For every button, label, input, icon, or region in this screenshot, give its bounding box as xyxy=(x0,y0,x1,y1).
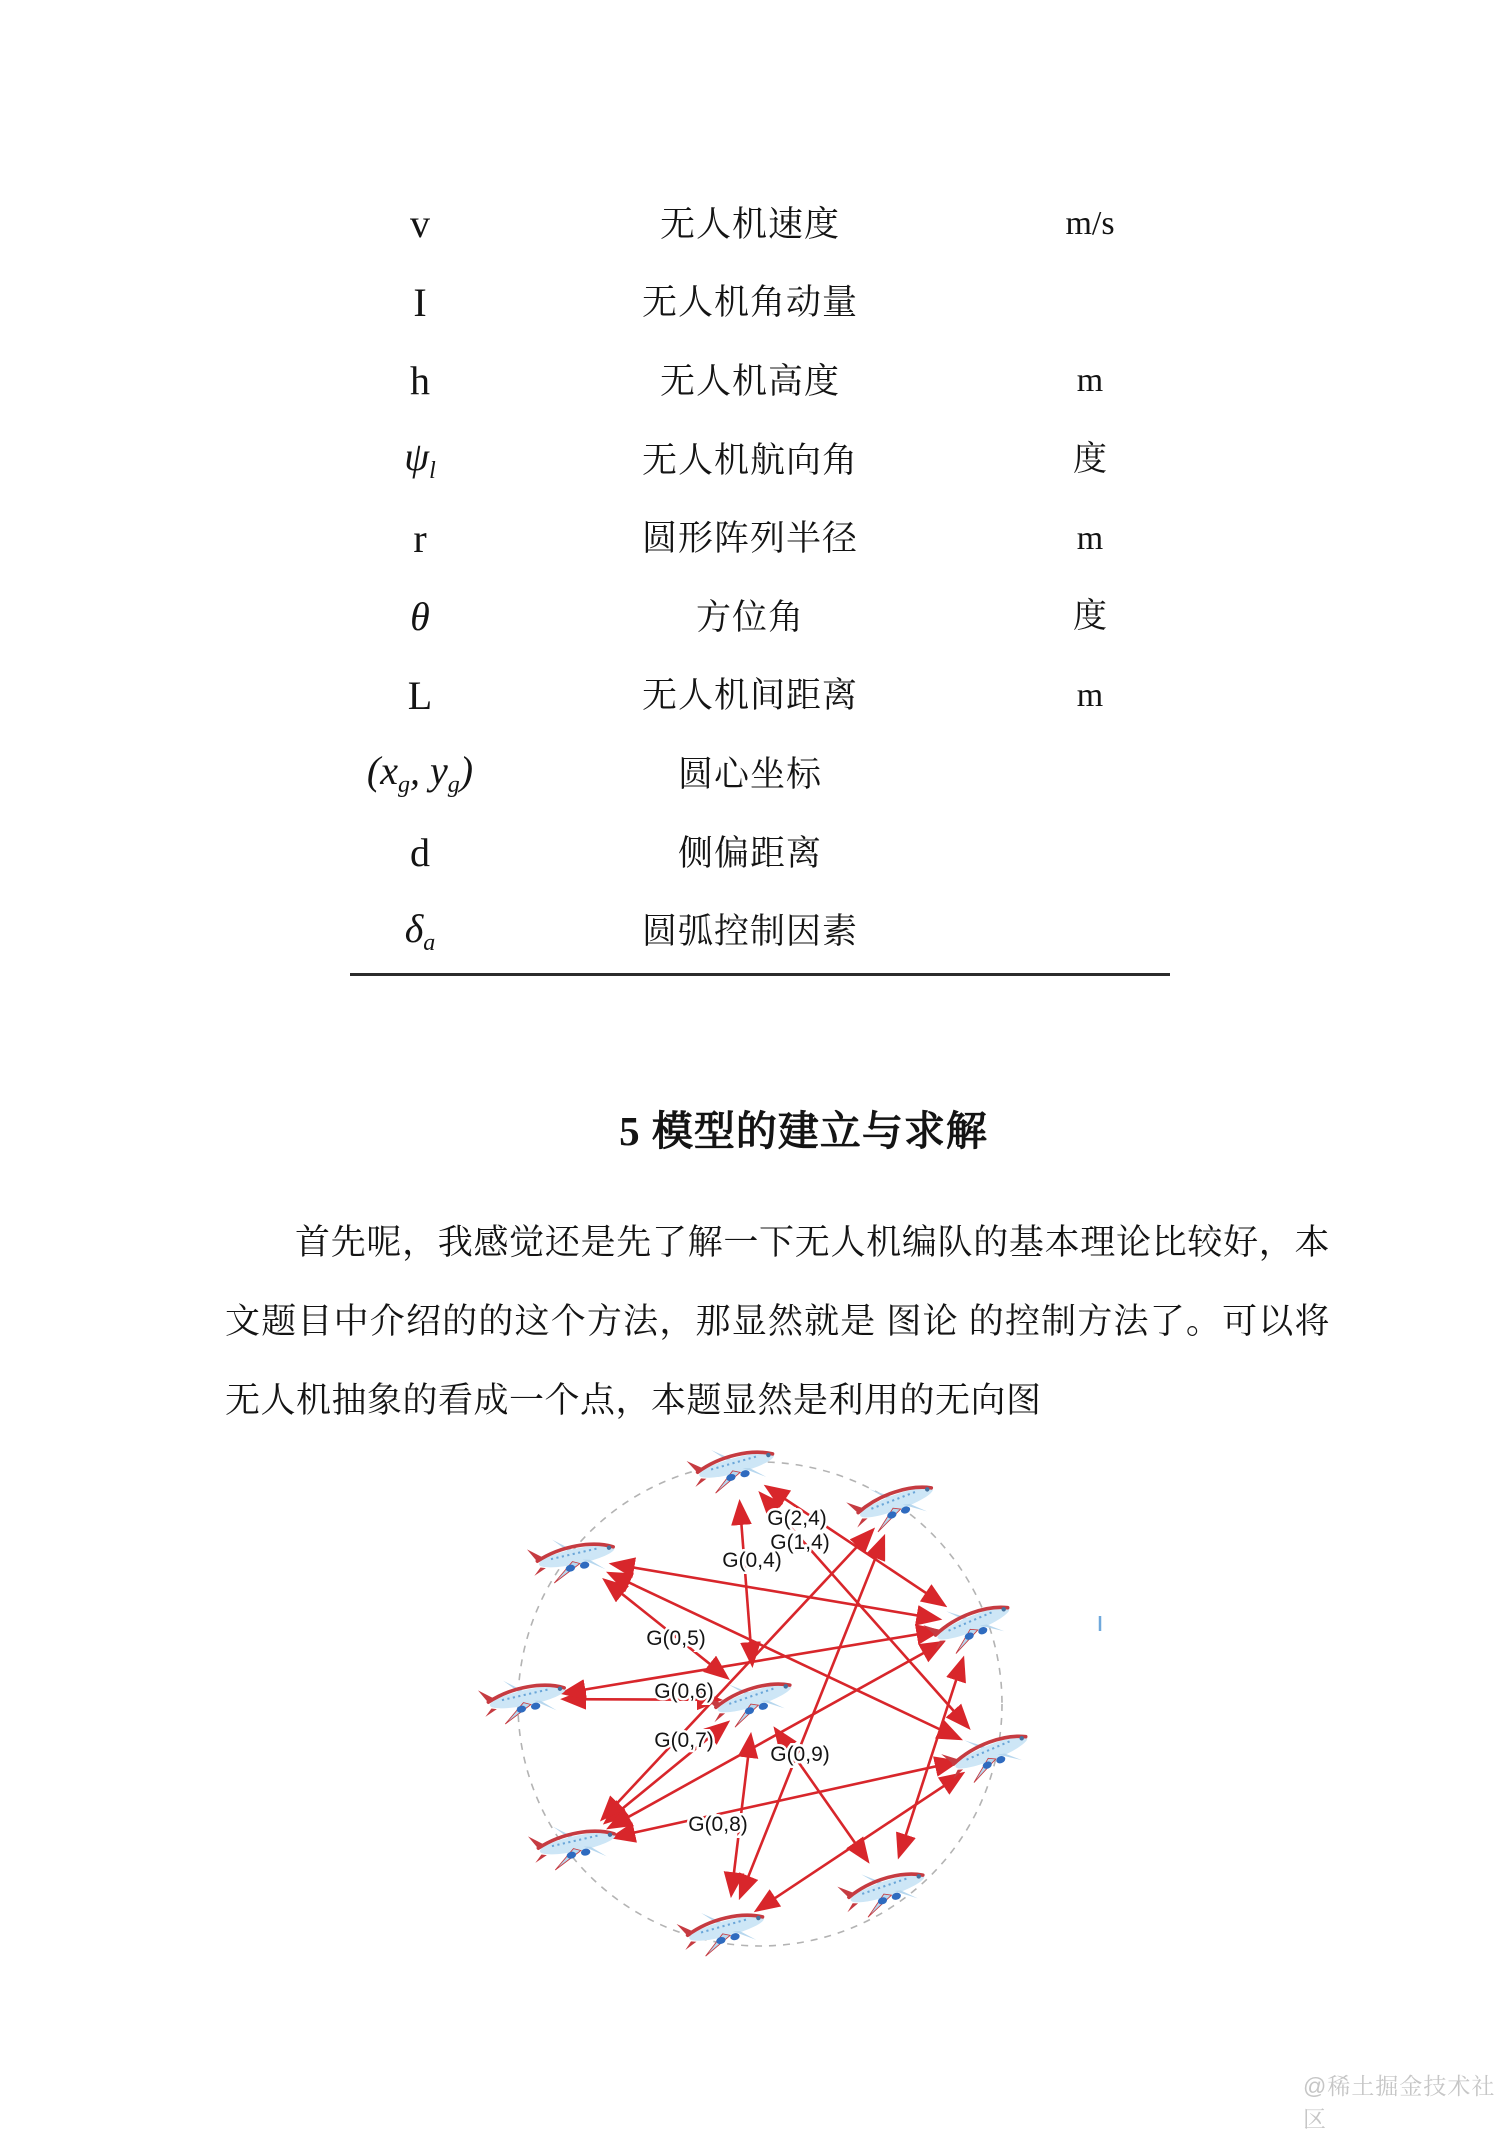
table-row xyxy=(350,499,1170,578)
description-cell: 方位角 xyxy=(695,597,804,637)
symbol-cell xyxy=(350,905,490,956)
symbol-segment: a xyxy=(423,929,436,956)
symbol-segment: ) xyxy=(459,748,474,794)
symbol-segment: g xyxy=(447,772,460,799)
uav-graph-diagram xyxy=(0,1420,1512,2060)
table-row xyxy=(350,657,1170,736)
unit-cell: m xyxy=(1076,519,1104,557)
table-row xyxy=(350,735,1170,814)
uav-plane-icon xyxy=(526,1527,619,1587)
symbol-cell xyxy=(350,279,490,325)
symbol-cell xyxy=(350,515,490,561)
symbol-segment: θ xyxy=(410,594,430,640)
symbol-segment: δ xyxy=(404,905,424,951)
table-row xyxy=(350,264,1170,343)
uav-plane-icon xyxy=(675,1898,769,1962)
graph-edge-label: G(0,5) xyxy=(646,1627,706,1650)
symbol-table xyxy=(350,185,1170,971)
graph-edge-arrow xyxy=(899,1659,963,1856)
description-cell: 无人机角动量 xyxy=(641,283,858,323)
unit-cell: 度 xyxy=(1073,441,1107,479)
description-cell: 圆弧控制因素 xyxy=(641,912,858,952)
uav-plane-art xyxy=(527,1814,620,1874)
description-cell: 圆形阵列半径 xyxy=(641,519,858,559)
graph-edge-label: G(1,4) xyxy=(770,1531,830,1554)
symbol-cell xyxy=(350,672,490,718)
unit-cell: m xyxy=(1076,676,1104,714)
symbol-segment: ψ xyxy=(404,434,430,480)
body-paragraph: 首先呢，我感觉还是先了解一下无人机编队的基本理论比较好，本文题目中介绍的的这个方法，那显然就是 图论 的控制方法了。可以将无人机抽象的看成一个点，本题显然是利用的无向图 xyxy=(225,1223,1330,1420)
graph-edge-label: G(0,4) xyxy=(722,1549,782,1572)
description-cell: 圆心坐标 xyxy=(677,754,822,794)
symbol-table-body xyxy=(350,185,1170,971)
graph-edge-label: G(0,7) xyxy=(654,1729,714,1752)
symbol-cell xyxy=(350,594,490,640)
uav-plane-icon xyxy=(685,1435,779,1499)
symbol-segment: r xyxy=(413,515,427,561)
table-row xyxy=(350,185,1170,264)
uav-plane-art xyxy=(675,1898,769,1962)
symbol-cell xyxy=(350,201,490,247)
table-row xyxy=(350,421,1170,500)
description-cell: 无人机高度 xyxy=(659,361,840,401)
uav-plane-icon xyxy=(527,1814,620,1874)
table-row xyxy=(350,892,1170,971)
table-row xyxy=(350,578,1170,657)
graph-edge-label: G(0,9) xyxy=(770,1743,830,1766)
symbol-cell xyxy=(350,748,490,799)
symbol-segment: , y xyxy=(409,748,448,794)
symbol-segment: L xyxy=(407,672,433,718)
description-cell: 无人机速度 xyxy=(659,204,840,244)
graph-edge-label: G(2,4) xyxy=(767,1507,827,1530)
watermark: @稀土掘金技术社区 xyxy=(1303,2073,1496,2132)
symbol-segment: v xyxy=(410,201,430,247)
unit-cell: 度 xyxy=(1073,598,1107,636)
uav-plane-icon xyxy=(836,1856,931,1923)
description-cell: 无人机间距离 xyxy=(641,676,858,716)
symbol-segment: g xyxy=(397,772,410,799)
table-bottom-rule xyxy=(350,973,1170,976)
uav-plane-art xyxy=(836,1856,931,1923)
section-heading: 5 模型的建立与求解 xyxy=(619,1108,988,1154)
graph-edge-arrow xyxy=(603,1530,873,1818)
graph-edge-arrow xyxy=(740,1537,883,1896)
symbol-segment: l xyxy=(429,458,436,485)
symbol-segment: h xyxy=(410,358,430,404)
graph-edge-arrow xyxy=(612,1564,938,1619)
symbol-segment: (x xyxy=(366,748,398,794)
symbol-segment: I xyxy=(413,279,427,325)
description-cell: 无人机航向角 xyxy=(641,440,858,480)
table-row xyxy=(350,814,1170,893)
symbol-segment: d xyxy=(410,830,430,876)
unit-cell: m/s xyxy=(1065,205,1115,243)
graph-edge-label: G(0,8) xyxy=(688,1813,748,1836)
uav-plane-art xyxy=(477,1668,570,1728)
description-cell: 侧偏距离 xyxy=(677,833,822,873)
uav-plane-icon xyxy=(477,1668,570,1728)
symbol-cell xyxy=(350,434,490,485)
uav-plane-art xyxy=(526,1527,619,1587)
unit-cell: m xyxy=(1076,362,1104,400)
table-row xyxy=(350,342,1170,421)
symbol-cell xyxy=(350,830,490,876)
uav-plane-art xyxy=(685,1435,779,1499)
graph-edge-label: G(0,6) xyxy=(654,1680,714,1703)
symbol-cell xyxy=(350,358,490,404)
